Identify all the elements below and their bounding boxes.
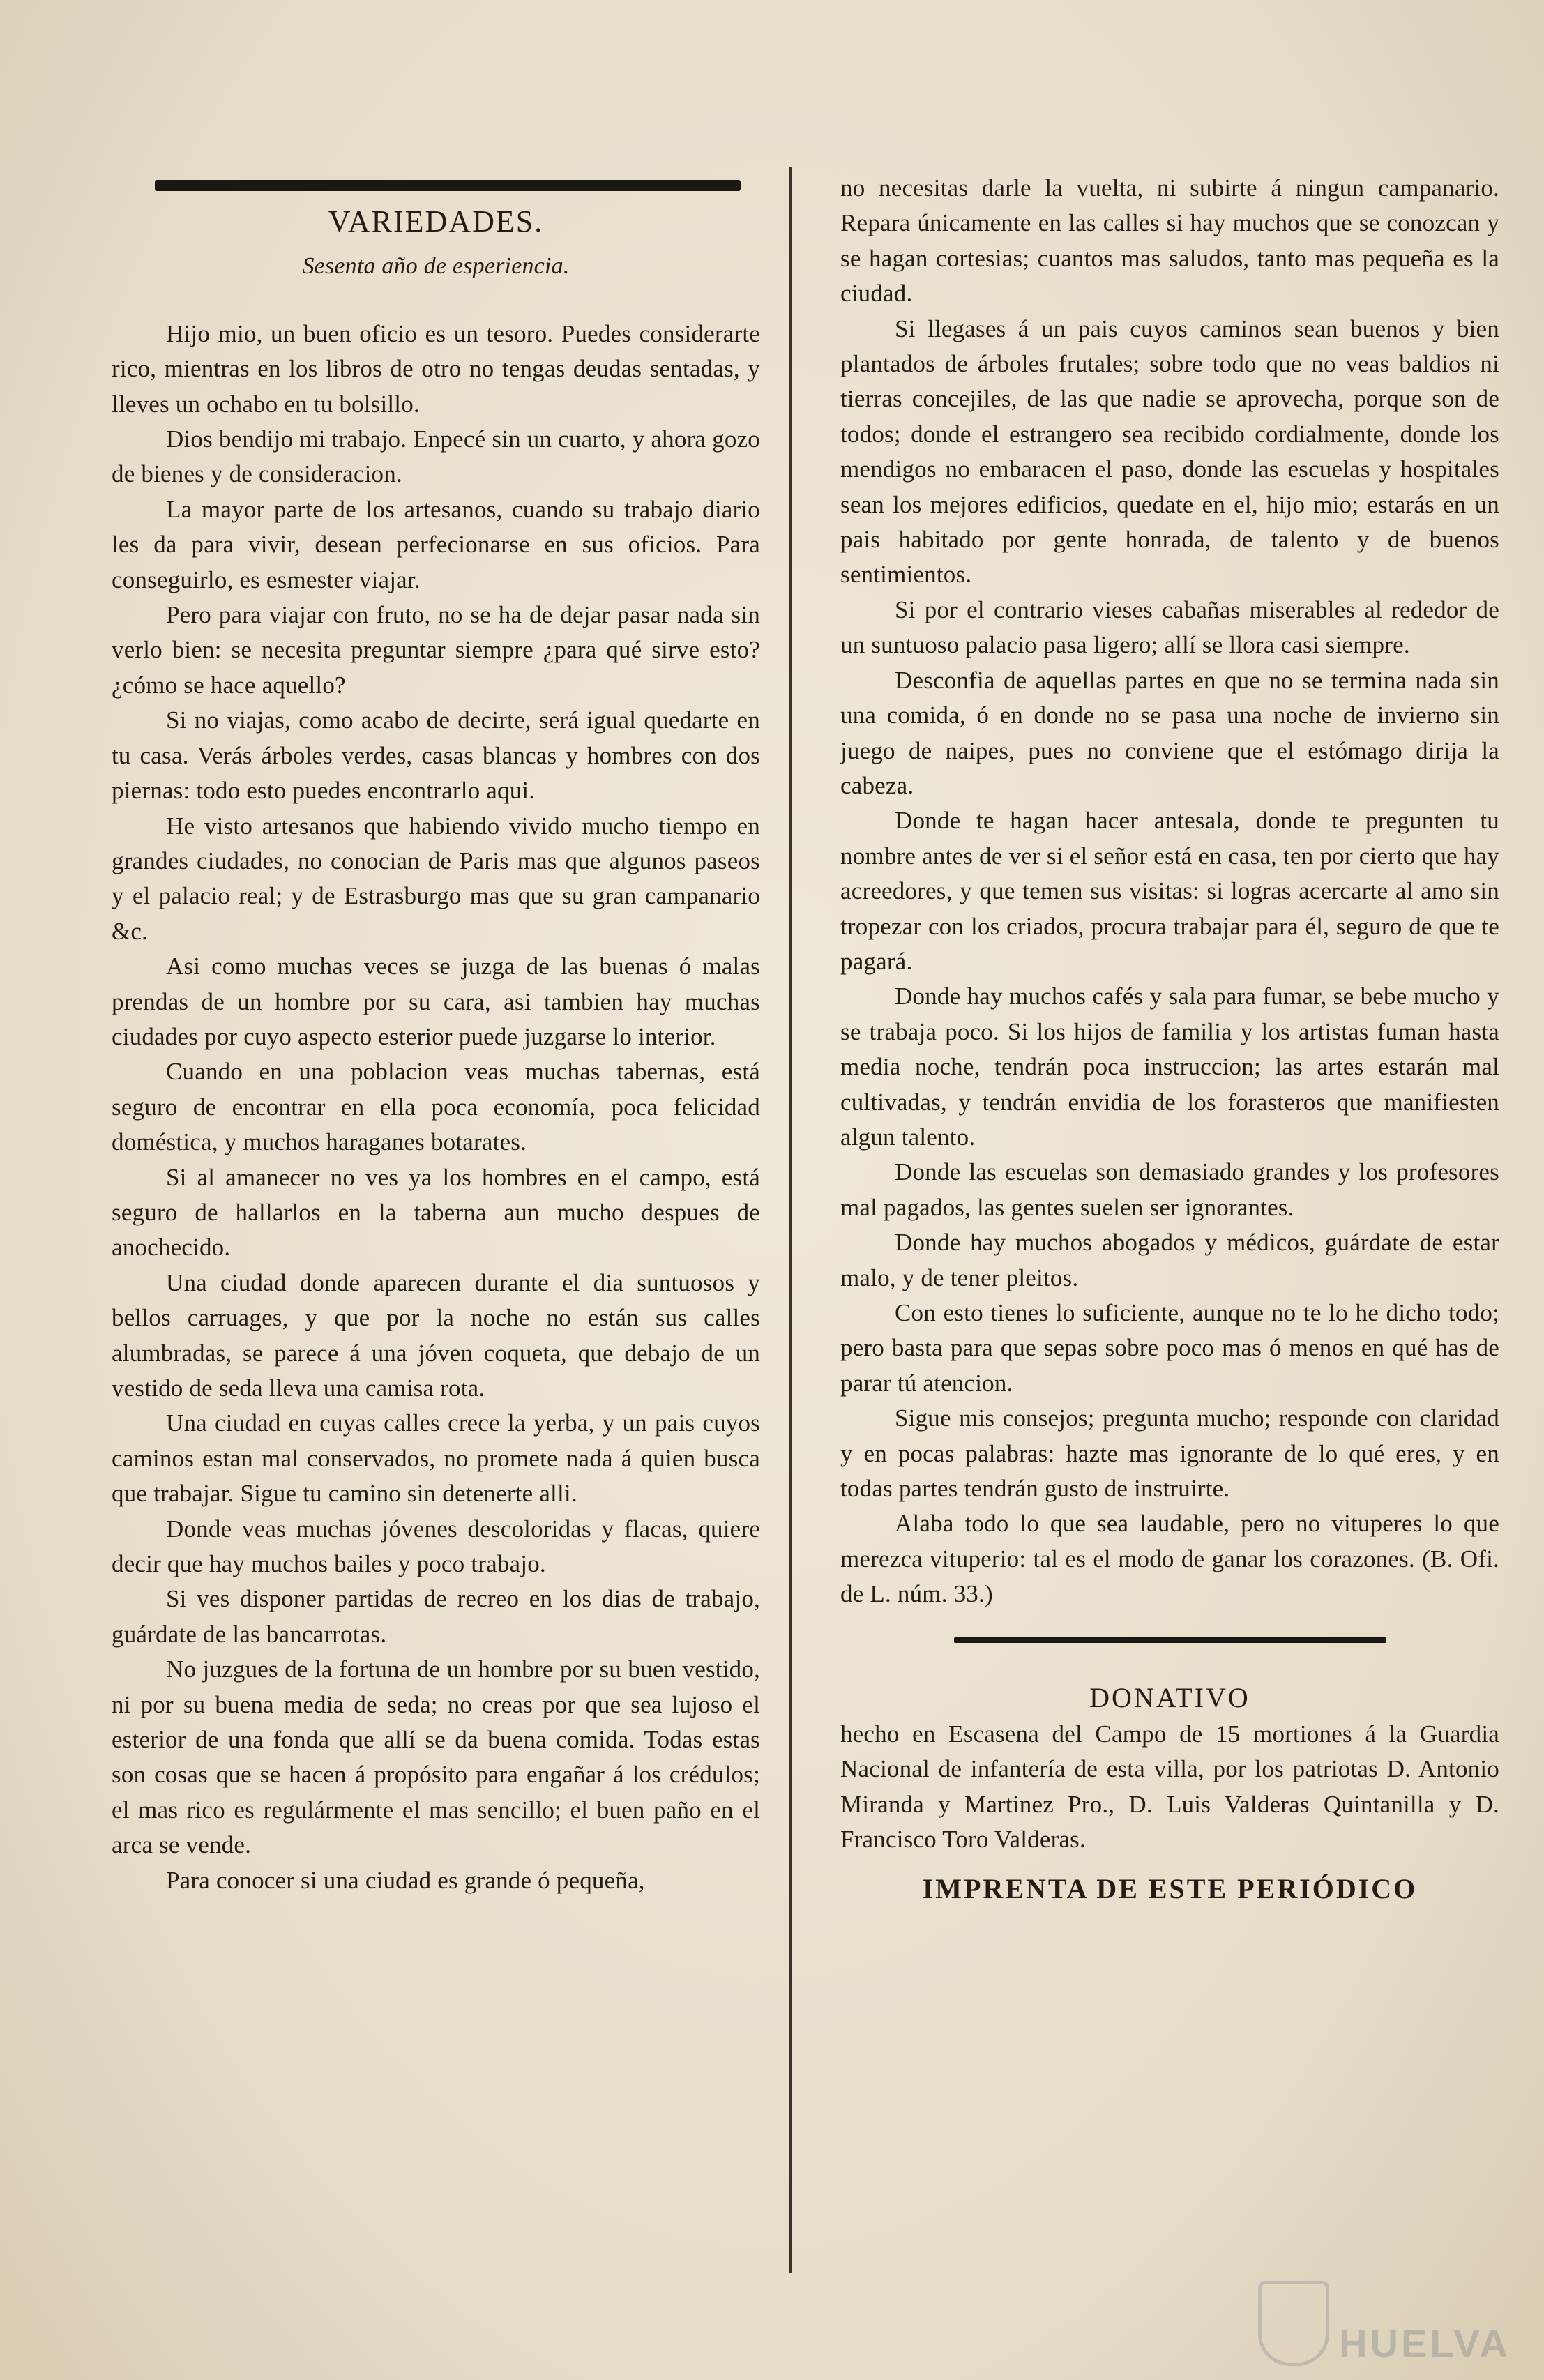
imprenta-footer: IMPRENTA DE ESTE PERIÓDICO [922,1872,1418,1904]
seal-icon [1258,2281,1329,2366]
section-rule [954,1637,1386,1643]
paragraph: Donde te hagan hacer antesala, donde te pregunten tu nombre antes de ver si el señor está en casa, ten por cierto que hay acreedores, y que temen sus visitas: si logras acercarte al amo sin tropezar con los criados, procura trabajar para él, seguro de que te pagará. [840,807,1499,975]
paragraph: Sigue mis consejos; pregunta mucho; responde con claridad y en pocas palabras: hazte mas ignorante de lo qué eres, y en todas partes tendrán gusto de instruirte. [840,1404,1499,1503]
paragraph: Para conocer si una ciudad es grande ó pequeña, [166,1866,645,1894]
paragraph: Si no viajas, como acabo de decirte, será igual quedarte en tu casa. Verás árboles verdes, casas blancas y hombres con dos piernas: todo esto puedes encontrarlo aqui. [112,706,760,805]
paragraph: Dios bendijo mi trabajo. Enpecé sin un cuarto, y ahora gozo de bienes y de consideracion. [112,425,760,488]
paragraph: Alaba todo lo que sea laudable, pero no vituperes lo que merezca vituperio: tal es el modo de ganar los corazones. (B. Ofi. de L. núm. 33.) [840,1510,1499,1608]
paragraph: Donde veas muchas jóvenes descoloridas y flacas, quiere decir que hay muchos bailes y poco trabajo. [112,1515,760,1578]
paragraph: Si ves disponer partidas de recreo en los dias de trabajo, guárdate de las bancarrotas. [112,1585,760,1648]
paragraph: Si al amanecer no ves ya los hombres en el campo, está seguro de hallarlos en la taberna aun mucho despues de anochecido. [112,1163,760,1261]
paragraph: Donde hay muchos abogados y médicos, guárdate de estar malo, y de tener pleitos. [840,1229,1499,1291]
section-subtitle: Sesenta año de esperiencia. [302,253,570,280]
paragraph: He visto artesanos que habiendo vivido mucho tiempo en grandes ciudades, no conocian de Paris mas que algunos paseos y el palacio real; y de Estrasburgo mas que su gran campanario &c. [112,812,760,945]
donativo-title: DONATIVO [1089,1681,1250,1713]
paragraph: Asi como muchas veces se juzga de las buenas ó malas prendas de un hombre por su cara, asi tambien hay muchas ciudades por cuyo aspecto esterior puede juzgarse lo interior. [112,953,760,1050]
paragraph: Una ciudad en cuyas calles crece la yerba, y un pais cuyos caminos estan mal conservados, no promete nada á quien busca que trabajar. Sigue tu camino sin detenerte alli. [112,1409,760,1508]
right-column [840,171,1499,1907]
paragraph: La mayor parte de los artesanos, cuando su trabajo diario les da para vivir, desean perfecionarse en sus oficios. Para conseguirlo, es esmester viajar. [112,495,760,593]
paragraph: Si llegases á un pais cuyos caminos sean buenos y bien plantados de árboles frutales; sobre todo que no veas baldios ni tierras concejiles, de las que nadie se aprovecha, porque son de todos; donde el estrangero sea recibido cordialmente, donde los mendigos no embaracen el paso, donde las escuelas y hospitales sean los mejores edificios, quedate en el, hijo mio; estarás en un pais habitado por gente honrada, de talento y de buenos sentimientos. [840,314,1499,589]
paragraph: Una ciudad donde aparecen durante el dia suntuosos y bellos carruages, y que por la noche no están sus calles alumbradas, se parece á una jóven coqueta, que debajo de un vestido de seda lleva una camisa rota. [112,1268,760,1402]
section-title: VARIEDADES. [328,204,544,238]
left-column [112,171,760,1898]
column-divider [789,167,792,2273]
paragraph: Donde hay muchos cafés y sala para fumar, se bebe mucho y se trabaja poco. Si los hijos de familia y los artistas fuman hasta media noche, tendrán poca instruccion; las artes estarán mal cultivadas, y tendrán envidia de los forasteros que manifiesten algun talento. [840,983,1499,1151]
paragraph: Si por el contrario vieses cabañas miserables al rededor de un suntuoso palacio pasa ligero; allí se llora casi siempre. [840,596,1499,659]
paragraph: Pero para viajar con fruto, no se ha de dejar pasar nada sin verlo bien: se necesita preguntar siempre ¿para qué sirve esto? ¿cómo se hace aquello? [112,601,760,699]
paragraph: Desconfia de aquellas partes en que no se termina nada sin una comida, ó en donde no se pasa una noche de invierno sin juego de naipes, pues no conviene que el estómago dirija la cabeza. [840,666,1499,799]
paragraph: No juzgues de la fortuna de un hombre por su buen vestido, ni por su buena media de seda; no creas por que sea lujoso el esterior de una fonda que allí se da buena comida. Todas estas son cosas que se hacen á propósito para engañar á los crédulos; el mas rico es regulármente el mas sencillo; el buen paño en el arca se vende. [112,1655,760,1859]
paragraph: no necesitas darle la vuelta, ni subirte á ningun campanario. Repara únicamente en las calles si hay muchos que se conozcan y se hagan cortesias; cuantos mas saludos, tanto mas pequeña es la ciudad. [840,174,1499,308]
watermark-text: HUELVA [1339,2321,1511,2365]
paragraph: Donde las escuelas son demasiado grandes y los profesores mal pagados, las gentes suelen ser ignorantes. [840,1158,1499,1221]
paragraph: Cuando en una poblacion veas muchas tabernas, está seguro de encontrar en ella poca economía, poca felicidad doméstica, y muchos haraganes botarates. [112,1058,760,1156]
donativo-text: hecho en Escasena del Campo de 15 mortiones á la Guardia Nacional de infantería de esta villa, por los patriotas D. Antonio Miranda y Martinez Pro., D. Luis Valderas Quintanilla y D. Francisco Toro Valderas. [840,1720,1499,1854]
archive-watermark [1258,2281,1511,2366]
paragraph: Hijo mio, un buen oficio es un tesoro. Puedes considerarte rico, mientras en los libros de otro no tengas deudas sentadas, y lleves un ochabo en tu bolsillo. [112,319,760,418]
paragraph: Con esto tienes lo suficiente, aunque no te lo he dicho todo; pero basta para que sepas sobre poco mas ó menos en qué has de parar tú atencion. [840,1299,1499,1397]
